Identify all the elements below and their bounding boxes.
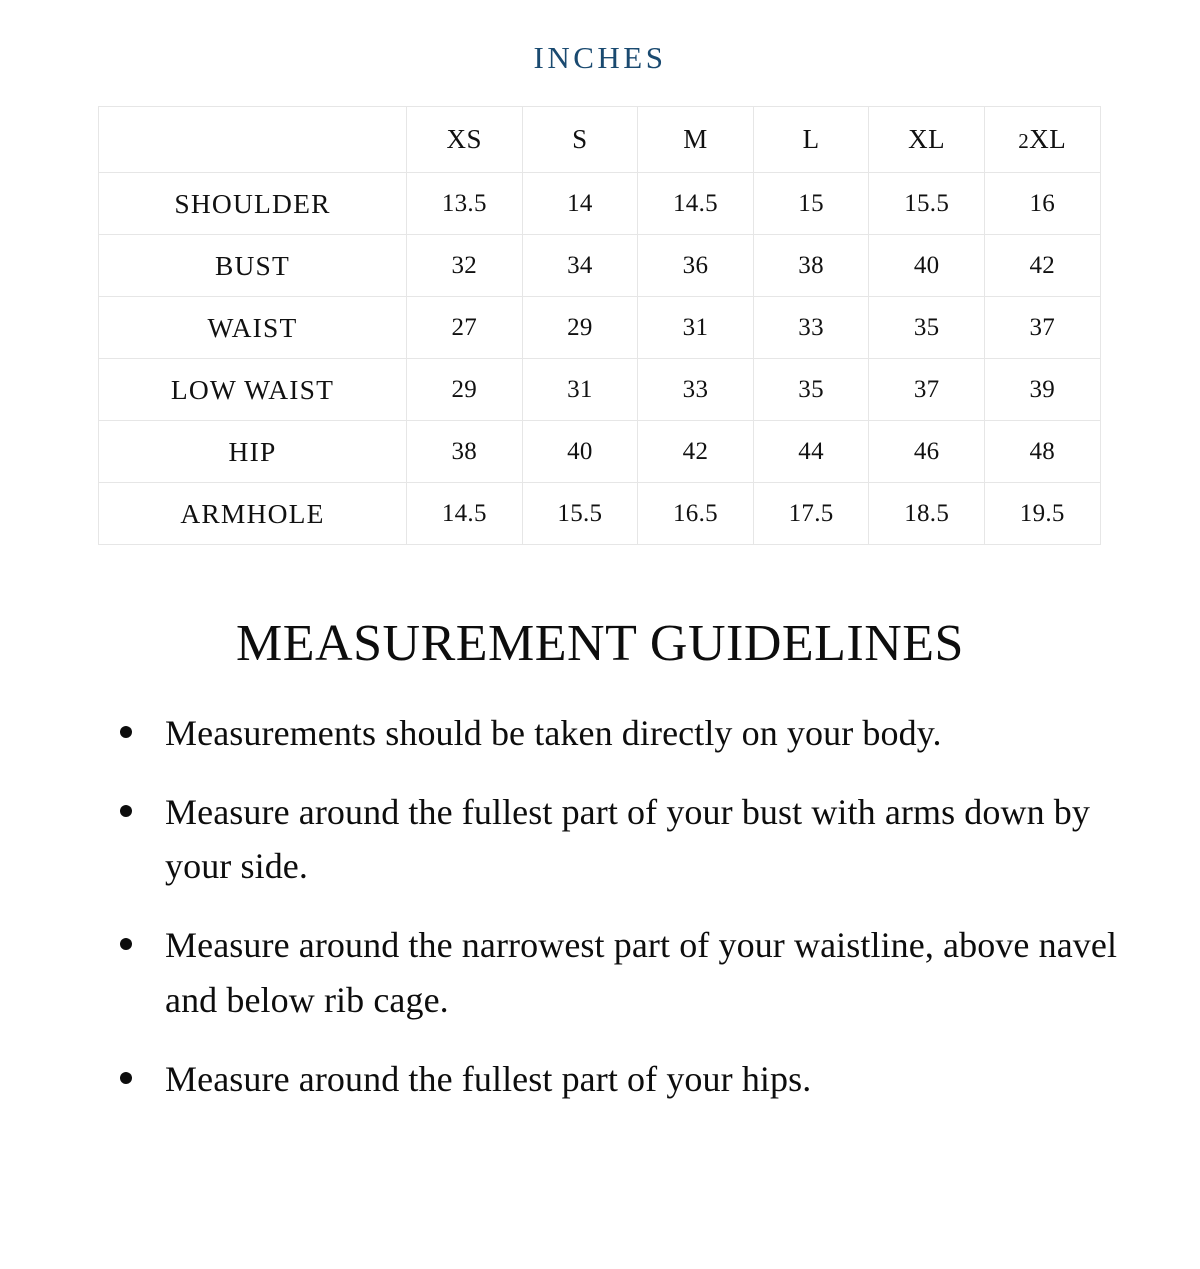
column-header-xl: XL	[869, 107, 985, 173]
bullet-dot-icon	[120, 938, 132, 950]
cell-armhole-2xl: 19.5	[984, 483, 1100, 545]
column-header-2xl-letters: XL	[1029, 124, 1067, 154]
guideline-text: Measure around the fullest part of your hips.	[165, 1058, 812, 1099]
guideline-text: Measure around the fullest part of your bust with arms down by your side.	[165, 791, 1091, 887]
cell-hip-xs: 38	[407, 421, 523, 483]
row-label-low-waist: LOW WAIST	[99, 359, 407, 421]
cell-bust-m: 36	[638, 235, 754, 297]
cell-waist-2xl: 37	[984, 297, 1100, 359]
table-row	[99, 173, 1101, 235]
list-item	[110, 1052, 1150, 1107]
row-label-hip: HIP	[99, 421, 407, 483]
size-table-container	[98, 106, 1100, 545]
cell-bust-xs: 32	[407, 235, 523, 297]
cell-hip-s: 40	[522, 421, 638, 483]
cell-shoulder-2xl: 16	[984, 173, 1100, 235]
units-title: INCHES	[533, 40, 667, 75]
cell-low-waist-2xl: 39	[984, 359, 1100, 421]
table-body	[99, 173, 1101, 545]
cell-hip-m: 42	[638, 421, 754, 483]
table-row	[99, 235, 1101, 297]
cell-low-waist-s: 31	[522, 359, 638, 421]
bullet-dot-icon	[120, 1072, 132, 1084]
size-table	[98, 106, 1101, 545]
cell-low-waist-xl: 37	[869, 359, 985, 421]
row-label-shoulder: SHOULDER	[99, 173, 407, 235]
cell-waist-l: 33	[753, 297, 869, 359]
cell-waist-xl: 35	[869, 297, 985, 359]
table-row	[99, 421, 1101, 483]
cell-shoulder-m: 14.5	[638, 173, 754, 235]
row-label-waist: WAIST	[99, 297, 407, 359]
column-header-2xl	[984, 107, 1100, 173]
cell-bust-xl: 40	[869, 235, 985, 297]
cell-armhole-xl: 18.5	[869, 483, 985, 545]
cell-armhole-s: 15.5	[522, 483, 638, 545]
cell-waist-s: 29	[522, 297, 638, 359]
column-header-2xl-numeral: 2	[1018, 129, 1030, 153]
cell-low-waist-xs: 29	[407, 359, 523, 421]
table-row	[99, 483, 1101, 545]
column-header-s: S	[522, 107, 638, 173]
guidelines-list	[110, 706, 1150, 1130]
column-header-l: L	[753, 107, 869, 173]
cell-shoulder-s: 14	[522, 173, 638, 235]
cell-waist-m: 31	[638, 297, 754, 359]
cell-low-waist-l: 35	[753, 359, 869, 421]
cell-waist-xs: 27	[407, 297, 523, 359]
guideline-text: Measure around the narrowest part of your waistline, above navel and below rib cage.	[165, 925, 1118, 1020]
list-item	[110, 706, 1150, 761]
column-header-xs: XS	[407, 107, 523, 173]
cell-bust-2xl: 42	[984, 235, 1100, 297]
cell-hip-xl: 46	[869, 421, 985, 483]
table-header-row	[99, 107, 1101, 173]
column-header-m: M	[638, 107, 754, 173]
row-label-armhole: ARMHOLE	[99, 483, 407, 545]
bullet-dot-icon	[120, 726, 132, 738]
guidelines-heading: MEASUREMENT GUIDELINES	[236, 615, 964, 672]
cell-bust-l: 38	[753, 235, 869, 297]
cell-hip-2xl: 48	[984, 421, 1100, 483]
bullet-dot-icon	[120, 805, 132, 817]
cell-bust-s: 34	[522, 235, 638, 297]
cell-hip-l: 44	[753, 421, 869, 483]
table-corner-cell	[99, 107, 407, 173]
guideline-text: Measurements should be taken directly on your body.	[165, 713, 942, 753]
cell-armhole-xs: 14.5	[407, 483, 523, 545]
row-label-bust: BUST	[99, 235, 407, 297]
table-row	[99, 297, 1101, 359]
table-row	[99, 359, 1101, 421]
cell-armhole-m: 16.5	[638, 483, 754, 545]
cell-armhole-l: 17.5	[753, 483, 869, 545]
cell-shoulder-xl: 15.5	[869, 173, 985, 235]
list-item	[110, 785, 1150, 894]
cell-shoulder-xs: 13.5	[407, 173, 523, 235]
list-item	[110, 918, 1150, 1027]
cell-low-waist-m: 33	[638, 359, 754, 421]
measurement-guidelines-section	[0, 614, 1200, 1099]
cell-shoulder-l: 15	[753, 173, 869, 235]
